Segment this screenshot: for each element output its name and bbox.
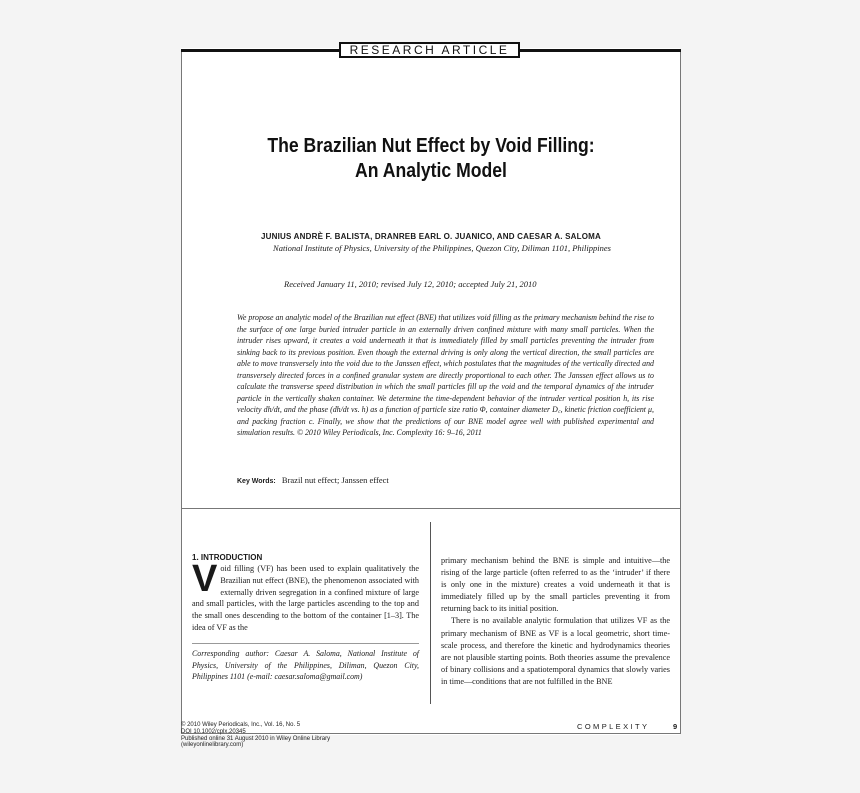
section-heading-introduction: 1. INTRODUCTION (192, 553, 263, 562)
affiliation: National Institute of Physics, University of the Philippines, Quezon City, Diliman 1101, Philippines (273, 243, 611, 253)
publication-info (181, 722, 401, 749)
corresponding-author-footnote: Corresponding author: Caesar A. Saloma, National Institute of Physics, University of the Philippines, Diliman, Quezon City, Philippines 1101 (e-mail: caesar.saloma@gmail.com) (192, 649, 419, 682)
footnote-rule (192, 643, 419, 644)
article-title (221, 134, 642, 184)
keywords (237, 475, 654, 485)
author-list: JUNIUS ANDRÈ F. BALISTA, DRANREB EARL O. JUANICO, AND CAESAR A. SALOMA (261, 232, 601, 241)
paragraph: There is no available analytic formulation that utilizes VF as the primary mechanism of BNE as VF is a local geometric, short time-scale process, and therefore the kinetic and hydrodynamics theories are not plausible starting points. Both theories assume the prevalence of binary collisions and a spatiotemporal dynamics that slowly varies in time—conditions that are not fulfilled in the BNE (441, 616, 670, 686)
body-column-left (192, 558, 419, 634)
body-column-right (441, 555, 670, 688)
copyright-line: © 2010 Wiley Periodicals, Inc., Vol. 16, No. 5 (181, 722, 301, 728)
frame-right-border (680, 52, 681, 734)
keywords-text: Brazil nut effect; Janssen effect (281, 475, 389, 485)
title-line-2: An Analytic Model (355, 160, 507, 182)
article-type-label: RESEARCH ARTICLE (339, 42, 520, 58)
published-line: Published online 31 August 2010 in Wiley Online Library (181, 735, 331, 742)
journal-name: COMPLEXITY (577, 722, 650, 731)
doi-line: DOI 10.1002/cplx.20345 (181, 728, 246, 735)
abstract: We propose an analytic model of the Brazilian nut effect (BNE) that utilizes void filling as the primary mechanism behind the rise to the surface of one large buried intruder particle in an externally driven confined mixture with many small particles. When the intruder rises upward, it creates a void underneath it that is immediately filled by small particles preventing the intruder from sinking back to its previous position. Even though the external driving is only along the vertical direction, the small particles are able to move transversely into the void due to the Janssen effect, which postulates that the magnitudes of the vertically directed and transversely directed forces in a confined granular system are directly proportional to each other. The Janssen effect allows us to calculate the transverse speed distribution in which the small particles fill up the void and the temporal dynamics of the intruder particle in the vertically shaken container. We determine the time-dependent behavior of the intruder vertical position h, its rise velocity dh/dt, and the phase (dh/dt vs. h) as a function of particle size ratio Φ, container diameter D꜀, kinetic friction coefficient μ, and packing fraction c. Finally, we show that the predictions of our BNE model agree well with published experimental and simulation results. © 2010 Wiley Periodicals, Inc. Complexity 16: 9–16, 2011 (237, 313, 654, 438)
keywords-label: Key Words: (237, 478, 276, 485)
intro-paragraph: oid filling (VF) has been used to explain qualitatively the Brazilian nut effect (BNE), the phenomenon associated with externally driven segregation in a confined mixture of large and small particles, with the large particles ascending to the top and the small ones descending to the bottom of the container [1–3]. The idea of VF as the (192, 564, 419, 632)
title-line-1: The Brazilian Nut Effect by Void Filling: (267, 135, 595, 157)
drop-cap: V (192, 558, 218, 600)
page-number: 9 (673, 722, 678, 731)
column-divider (430, 522, 431, 704)
frame-left-border (181, 52, 182, 734)
paragraph: primary mechanism behind the BNE is simple and intuitive—the rising of the large particle (often referred to as the ‘intruder’ if there is only one in the mixture) creates a void underneath it that is immediately filled up by the small particles preventing it from returning back to its initial position. (441, 556, 670, 614)
section-separator (181, 508, 681, 509)
received-dates: Received January 11, 2010; revised July 12, 2010; accepted July 21, 2010 (284, 279, 537, 289)
library-line: (wileyonlinelibrary.com) (181, 742, 244, 749)
